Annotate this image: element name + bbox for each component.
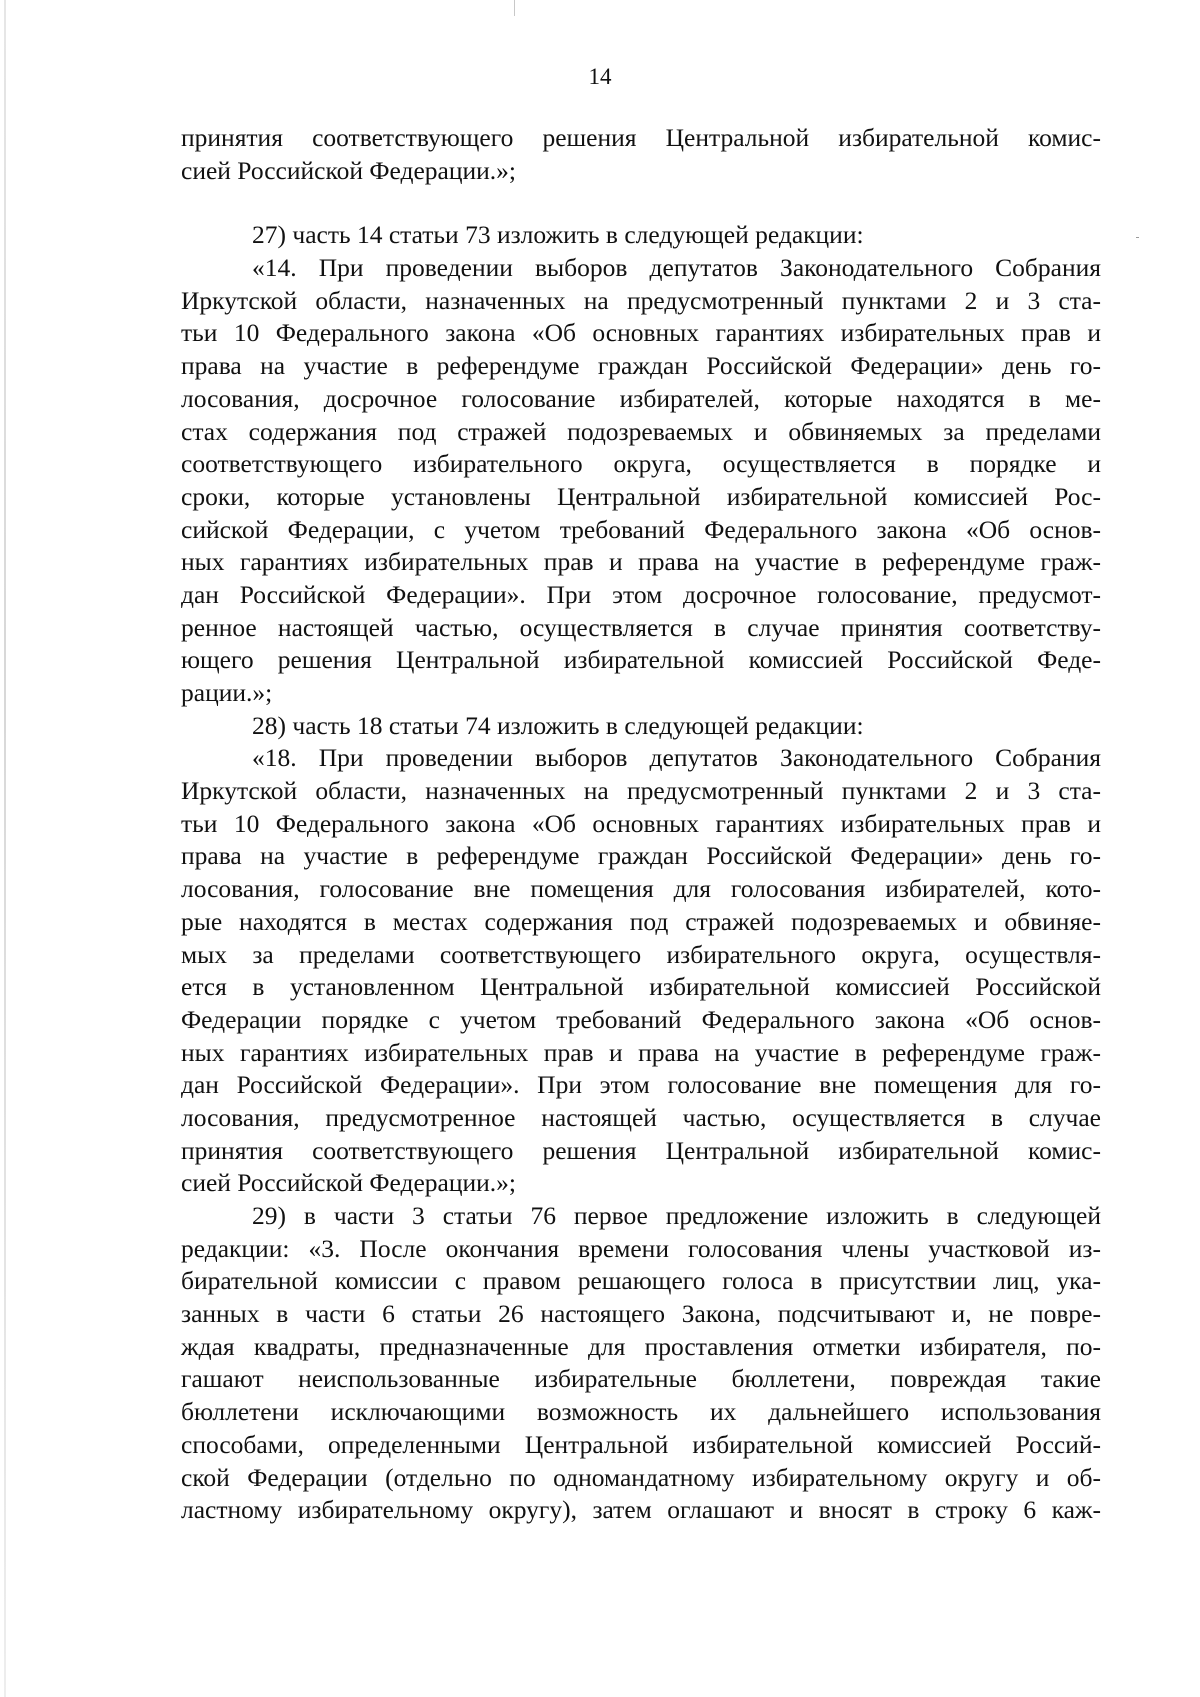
text-line: ющего решения Центральной избирательной комиссией Российской Феде-	[181, 645, 1101, 675]
text-line: ской Федерации (отдельно по одномандатному избирательному округу и об-	[181, 1462, 1101, 1492]
document-body	[181, 122, 1101, 1527]
text-line: ластному избирательному округу), затем оглашают и вносят в строку 6 каж-	[181, 1495, 1101, 1525]
scan-mark	[514, 0, 515, 16]
text-line: права на участие в референдуме граждан Российской Федерации» день го-	[181, 351, 1101, 381]
text-line: сроки, которые установлены Центральной избирательной комиссией Рос-	[181, 481, 1101, 511]
text-line: Иркутской области, назначенных на предусмотренный пунктами 2 и 3 ста-	[181, 285, 1101, 315]
text-line: сийской Федерации, с учетом требований Федерального закона «Об основ-	[181, 514, 1101, 544]
text-line: сией Российской Федерации.»;	[181, 155, 516, 185]
text-line: 29) в части 3 статьи 76 первое предложение изложить в следующей	[252, 1201, 1101, 1230]
text-line: принятия соответствующего решения Центральной избирательной комис-	[181, 1135, 1101, 1165]
scan-edge	[4, 0, 6, 1697]
text-line: способами, определенными Центральной избирательной комиссией Россий-	[181, 1429, 1101, 1459]
text-line: гашают неиспользованные избирательные бюллетени, повреждая такие	[181, 1364, 1101, 1394]
text-line: тьи 10 Федерального закона «Об основных гарантиях избирательных прав и	[181, 318, 1101, 348]
paragraph-gap	[181, 187, 1101, 219]
page-number: 14	[588, 64, 612, 89]
text-line: бюллетени исключающими возможность их дальнейшего использования	[181, 1397, 1101, 1427]
scan-speck	[1136, 237, 1139, 238]
text-line: занных в части 6 статьи 26 настоящего Закона, подсчитывают и, не повре-	[181, 1299, 1101, 1329]
text-line: ных гарантиях избирательных прав и права на участие в референдуме граж-	[181, 547, 1101, 577]
text-line: рые находятся в местах содержания под стражей подозреваемых и обвиняе-	[181, 906, 1101, 936]
text-line: рации.»;	[181, 678, 273, 707]
text-line: сией Российской Федерации.»;	[181, 1168, 516, 1198]
text-line: редакции: «3. После окончания времени голосования члены участковой из-	[181, 1233, 1101, 1263]
text-line: Федерации порядке с учетом требований Федерального закона «Об основ-	[181, 1004, 1101, 1034]
text-line: ется в установленном Центральной избирательной комиссией Российской	[181, 972, 1101, 1002]
text-line: 27) часть 14 статьи 73 изложить в следующей редакции:	[252, 220, 864, 250]
text-line: тьи 10 Федерального закона «Об основных гарантиях избирательных прав и	[181, 808, 1101, 838]
text-line: дан Российской Федерации». При этом голосование вне помещения для го-	[181, 1070, 1101, 1100]
text-line: Иркутской области, назначенных на предусмотренный пунктами 2 и 3 ста-	[181, 776, 1101, 806]
text-line: права на участие в референдуме граждан Российской Федерации» день го-	[181, 841, 1101, 871]
text-line: 28) часть 18 статьи 74 изложить в следующей редакции:	[252, 710, 864, 740]
text-line: стах содержания под стражей подозреваемых и обвиняемых за пределами	[181, 416, 1101, 446]
text-line: ренное настоящей частью, осуществляется в случае принятия соответству-	[181, 612, 1101, 642]
text-line: ждая квадраты, предназначенные для проставления отметки избирателя, по-	[181, 1331, 1101, 1361]
text-line: ных гарантиях избирательных прав и права на участие в референдуме граж-	[181, 1037, 1101, 1067]
text-line: дан Российской Федерации». При этом досрочное голосование, предусмот-	[181, 579, 1101, 609]
text-line: лосования, предусмотренное настоящей частью, осуществляется в случае	[181, 1102, 1101, 1132]
text-line: «14. При проведении выборов депутатов Законодательного Собрания	[252, 253, 1101, 283]
text-line: мых за пределами соответствующего избирательного округа, осуществля-	[181, 939, 1101, 969]
text-line: бирательной комиссии с правом решающего голоса в присутствии лиц, ука-	[181, 1266, 1101, 1296]
text-line: принятия соответствующего решения Центральной избирательной комис-	[181, 123, 1101, 152]
text-line: лосования, голосование вне помещения для голосования избирателей, кото-	[181, 874, 1101, 904]
text-line: соответствующего избирательного округа, осуществляется в порядке и	[181, 449, 1101, 479]
text-line: «18. При проведении выборов депутатов Законодательного Собрания	[252, 743, 1101, 773]
text-line: лосования, досрочное голосование избирателей, которые находятся в ме-	[181, 383, 1101, 413]
